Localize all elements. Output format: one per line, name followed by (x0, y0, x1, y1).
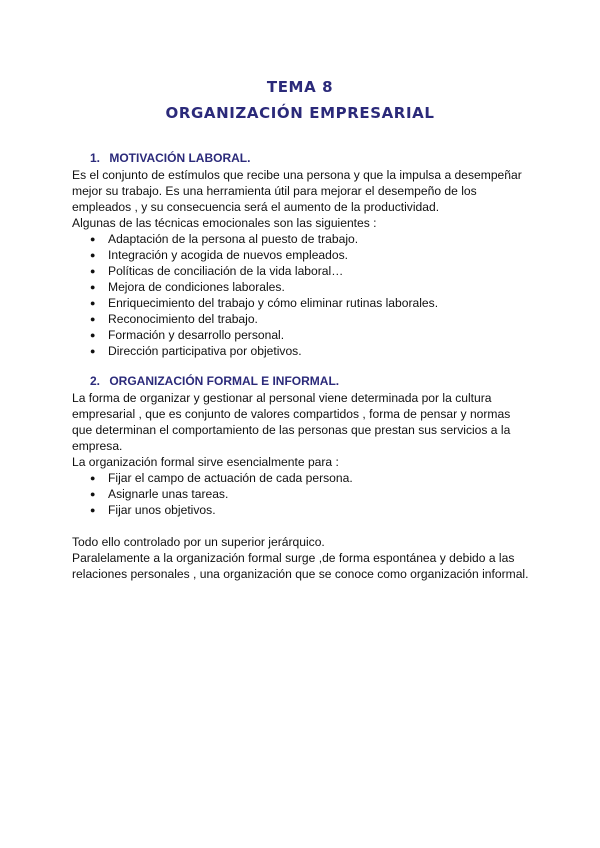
list-item (72, 295, 532, 311)
bullet-icon: ● (90, 298, 96, 308)
techniques-list (72, 231, 532, 359)
section-heading-text: MOTIVACIÓN LABORAL. (109, 151, 251, 165)
list-item (72, 231, 532, 247)
section-spacer (72, 359, 532, 373)
paragraph-spacer (72, 518, 532, 534)
bullet-icon: ● (90, 346, 96, 356)
list-item-text: Políticas de conciliación de la vida laboral… (108, 264, 344, 278)
topic-title: ORGANIZACIÓN EMPRESARIAL (165, 104, 435, 122)
section-heading-motivacion (90, 150, 532, 166)
list-item (72, 486, 532, 502)
list-item-text: Asignarle unas tareas. (108, 487, 229, 501)
document-body (72, 150, 532, 582)
list-item-text: Mejora de condiciones laborales. (108, 280, 285, 294)
list-item-text: Adaptación de la persona al puesto de trabajo. (108, 232, 359, 246)
list-intro-text: La organización formal sirve esencialmente para : (72, 455, 339, 469)
list-item-text: Enriquecimiento del trabajo y cómo eliminar rutinas laborales. (108, 296, 439, 310)
list-item (72, 263, 532, 279)
section-number: 1. (90, 151, 101, 165)
list-item (72, 502, 532, 518)
formal-organization-list (72, 470, 532, 518)
list-item-text: Formación y desarrollo personal. (108, 328, 285, 342)
list-item-text: Integración y acogida de nuevos empleados. (108, 248, 349, 262)
bullet-icon: ● (90, 266, 96, 276)
bullet-icon: ● (90, 250, 96, 260)
bullet-icon: ● (90, 505, 96, 515)
bullet-icon: ● (90, 234, 96, 244)
list-item (72, 279, 532, 295)
bullet-icon: ● (90, 473, 96, 483)
list-item-text: Reconocimiento del trabajo. (108, 312, 258, 326)
bullet-icon: ● (90, 314, 96, 324)
bullet-icon: ● (90, 489, 96, 499)
list-intro-text: Algunas de las técnicas emocionales son las siguientes : (72, 216, 377, 230)
list-item (72, 311, 532, 327)
section-number: 2. (90, 374, 101, 388)
list-item-text: Fijar el campo de actuación de cada persona. (108, 471, 353, 485)
closing-paragraph: Paralelamente a la organización formal surge ,de forma espontánea y debido a las relaciones personales , una organización que se conoce como organización informal. (72, 551, 529, 581)
bullet-icon: ● (90, 330, 96, 340)
section-intro-paragraph: La forma de organizar y gestionar al personal viene determinada por la cultura empresarial , que es conjunto de valores compartidos , forma de pensar y normas que determinan el comportamiento de las personas que prestan sus servicios a la empresa. (72, 391, 511, 453)
list-item (72, 327, 532, 343)
list-item-text: Dirección participativa por objetivos. (108, 344, 302, 358)
topic-number: TEMA 8 (266, 78, 334, 96)
document-title (0, 74, 600, 126)
list-item (72, 247, 532, 263)
list-item (72, 470, 532, 486)
section-intro-paragraph: Es el conjunto de estímulos que recibe una persona y que la impulsa a desempeñar mejor su trabajo. Es una herramienta útil para mejorar el desempeño de los empleados , y su consecuencia será el aumento de la productividad. (72, 168, 522, 214)
section-heading-organizacion (90, 373, 532, 389)
bullet-icon: ● (90, 282, 96, 292)
closing-paragraph: Todo ello controlado por un superior jerárquico. (72, 535, 325, 549)
list-item (72, 343, 532, 359)
list-item-text: Fijar unos objetivos. (108, 503, 216, 517)
section-heading-text: ORGANIZACIÓN FORMAL E INFORMAL. (109, 374, 340, 388)
